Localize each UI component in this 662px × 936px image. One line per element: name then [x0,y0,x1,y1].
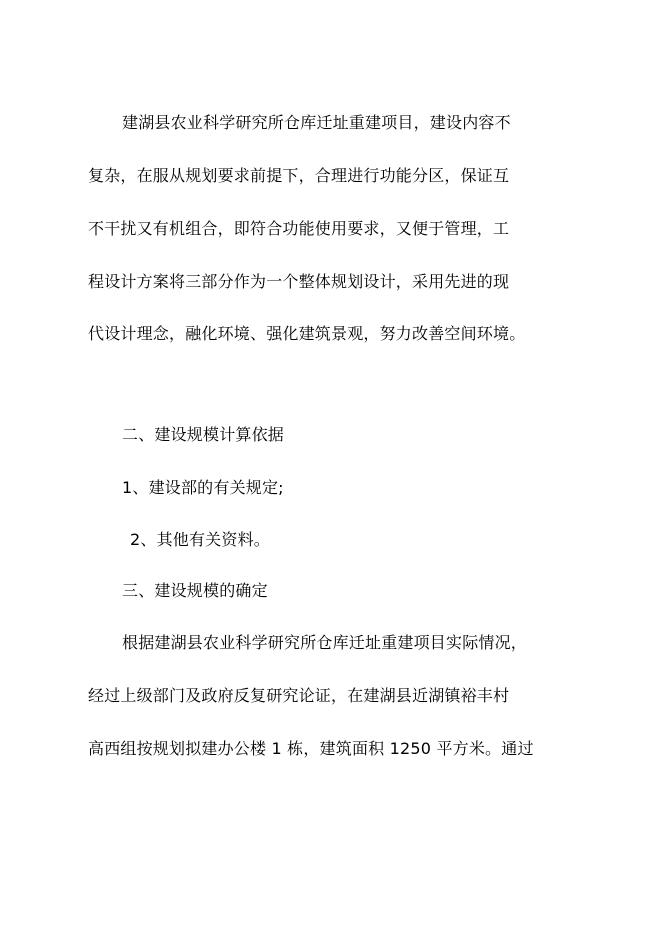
paragraph-1-line-2: 复杂，在服从规划要求前提下，合理进行功能分区，保证互 [88,166,510,185]
paragraph-1-line-1: 建湖县农业科学研究所仓库迁址重建项目，建设内容不 [122,113,511,132]
section-3-line-1: 根据建湖县农业科学研究所仓库迁址重建项目实际情况， [122,633,528,652]
section-3-line-3: 高西组按规划拟建办公楼 1 栋，建筑面积 1250 平方米。通过 [88,739,534,758]
paragraph-1-line-5: 代设计理念，融化环境、强化建筑景观，努力改善空间环境。 [88,324,526,343]
section-2-item-1: 1、建设部的有关规定; [122,478,284,497]
section-2-item-2: 2、其他有关资料。 [130,530,270,549]
section-3-line-2: 经过上级部门及政府反复研究论证，在建湖县近湖镇裕丰村 [88,686,510,705]
paragraph-1-line-3: 不干扰又有机组合，即符合功能使用要求，又便于管理，工 [88,219,510,238]
section-2-heading: 二、建设规模计算依据 [122,425,285,444]
section-3-heading: 三、建设规模的确定 [122,581,268,600]
paragraph-1-line-4: 程设计方案将三部分作为一个整体规划设计，采用先进的现 [88,272,510,291]
